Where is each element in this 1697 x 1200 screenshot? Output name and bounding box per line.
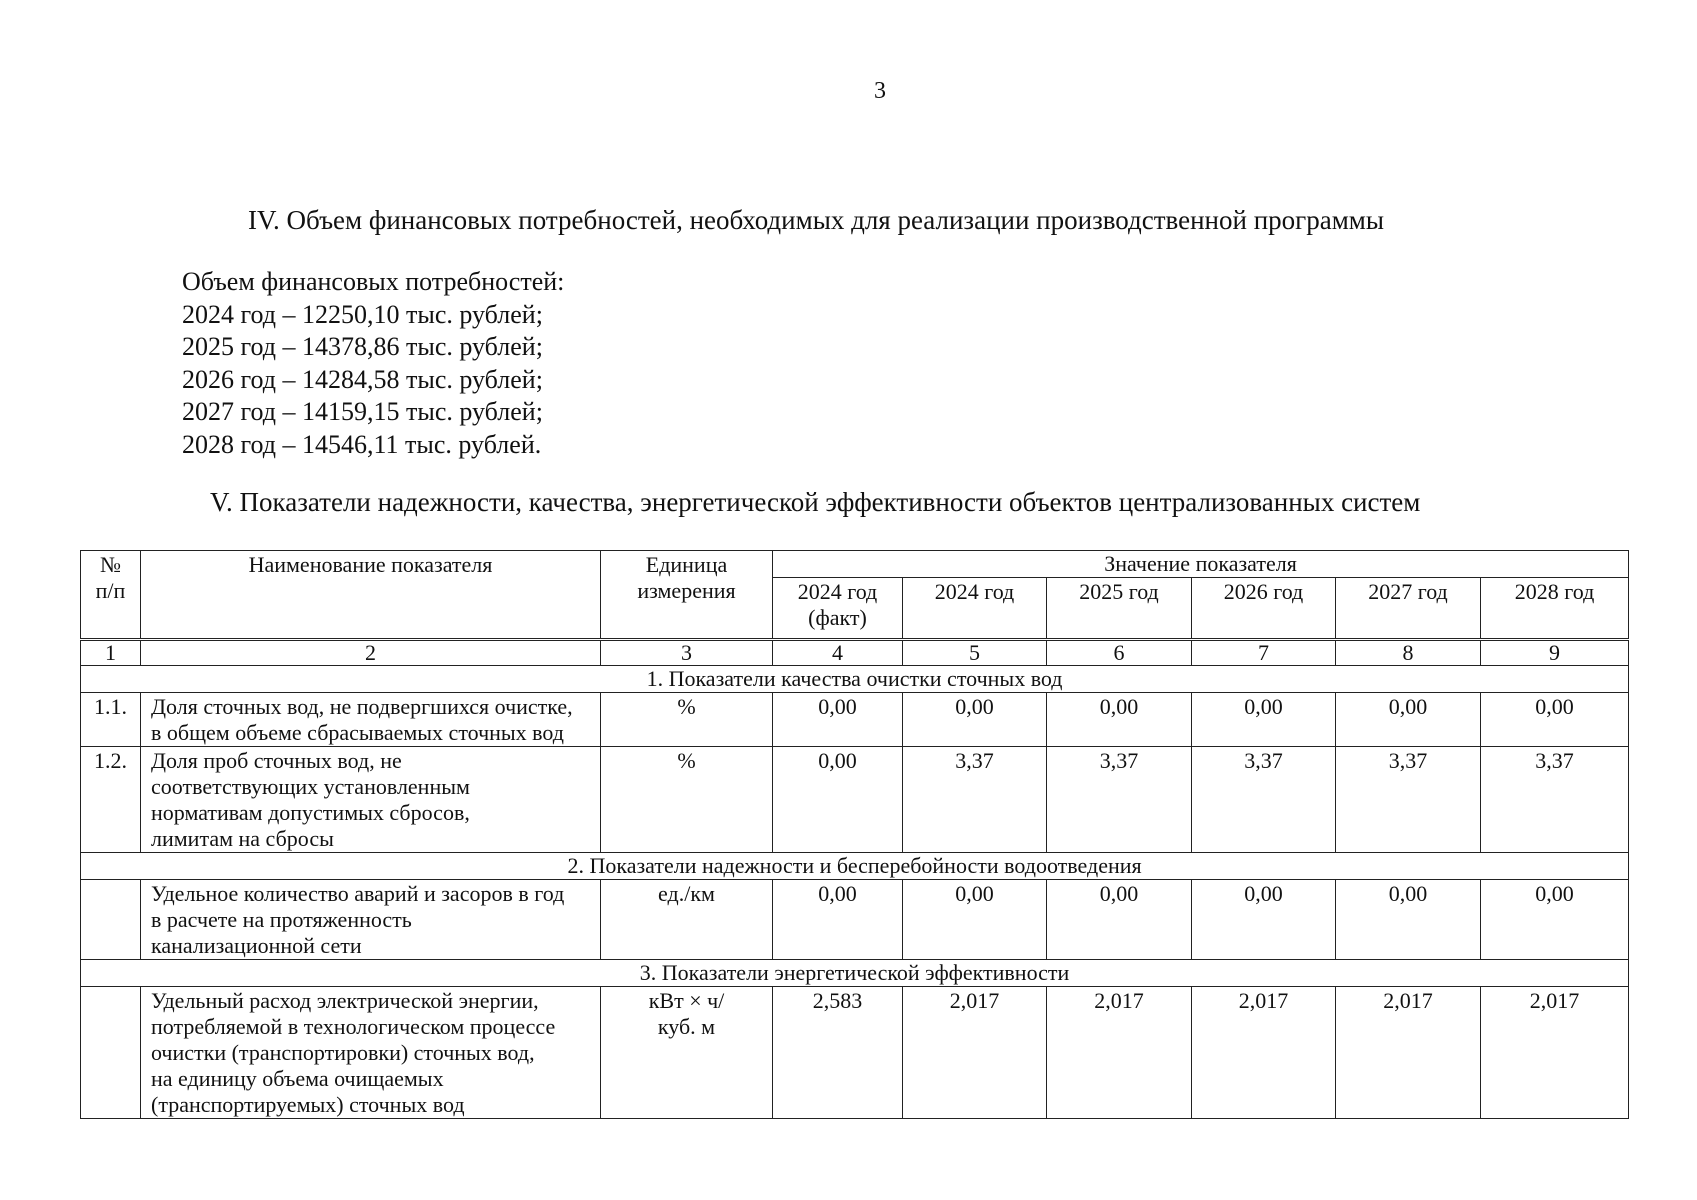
table-row [81, 987, 1629, 1119]
value-cell: 3,37 [903, 747, 1047, 853]
column-number: 3 [601, 640, 773, 666]
unit-line: % [677, 694, 696, 719]
column-number: 8 [1336, 640, 1481, 666]
unit-cell [601, 747, 773, 853]
indicator-name-line: Удельный расход электрической энергии, [151, 988, 539, 1013]
header-unit-line1: Единица [645, 552, 728, 577]
header-unit-cell [601, 551, 773, 640]
header-year: 2025 год [1079, 579, 1159, 604]
header-unit-line2: измерения [637, 578, 736, 603]
header-value-group [773, 551, 1629, 578]
header-name-cell [141, 551, 601, 640]
indicator-name-line: нормативам допустимых сбросов, [151, 800, 470, 825]
financial-needs-line: 2024 год – 12250,10 тыс. рублей; [182, 299, 543, 329]
financial-needs-line: 2026 год – 14284,58 тыс. рублей; [182, 364, 543, 394]
financial-needs-intro: Объем финансовых потребностей: [182, 267, 565, 296]
financial-needs-block [182, 266, 564, 461]
header-year-cell [773, 578, 903, 640]
value-cell: 0,00 [1192, 880, 1336, 960]
header-year-cell [1192, 578, 1336, 640]
unit-line: ед./км [658, 881, 715, 906]
value-cell: 3,37 [1481, 747, 1629, 853]
section-5-title: V. Показатели надежности, качества, энергетической эффективности объектов централизованных систем [210, 487, 1421, 517]
indicator-name-line: потребляемой в технологическом процессе [151, 1014, 556, 1039]
value-cell: 0,00 [903, 693, 1047, 747]
value-cell: 0,00 [1336, 693, 1481, 747]
indicators-table [80, 550, 1629, 1119]
table-row [81, 880, 1629, 960]
group-title: 1. Показатели качества очистки сточных вод [81, 666, 1629, 693]
value-cell: 2,017 [903, 987, 1047, 1119]
value-cell: 0,00 [773, 747, 903, 853]
indicator-name-line: Доля сточных вод, не подвергшихся очистке, [151, 694, 573, 719]
header-year-cell [903, 578, 1047, 640]
header-year: 2024 год [797, 579, 878, 604]
indicator-name-line: канализационной сети [151, 933, 362, 958]
value-cell: 0,00 [1336, 880, 1481, 960]
value-cell: 0,00 [1481, 693, 1629, 747]
column-number: 5 [903, 640, 1047, 666]
indicator-name-line: лимитам на сбросы [151, 826, 334, 851]
column-number: 2 [141, 640, 601, 666]
group-title: 2. Показатели надежности и бесперебойности водоотведения [81, 853, 1629, 880]
value-cell: 0,00 [1481, 880, 1629, 960]
indicator-name-line: в общем объеме сбрасываемых сточных вод [151, 720, 564, 745]
header-year: 2028 год [1514, 579, 1595, 604]
column-number: 9 [1481, 640, 1629, 666]
value-cell: 2,583 [773, 987, 903, 1119]
unit-cell [601, 693, 773, 747]
value-cell: 0,00 [903, 880, 1047, 960]
value-cell: 0,00 [1047, 880, 1192, 960]
indicator-name-line: очистки (транспортировки) сточных вод, [151, 1040, 535, 1065]
row-number [81, 880, 141, 960]
column-number: 6 [1047, 640, 1192, 666]
value-cell: 0,00 [1192, 693, 1336, 747]
unit-line: куб. м [657, 1014, 716, 1039]
row-number [81, 987, 141, 1119]
row-number: 1.2. [81, 747, 141, 853]
column-numbers-row [81, 640, 1629, 666]
page-number: 3 [874, 78, 886, 104]
header-num-line1: № [100, 552, 121, 577]
section-4-title: IV. Объем финансовых потребностей, необходимых для реализации производственной программы [248, 205, 1385, 235]
group-title: 3. Показатели энергетической эффективности [81, 960, 1629, 987]
indicator-name-cell [141, 747, 601, 853]
value-cell: 0,00 [773, 693, 903, 747]
indicator-name-cell [141, 693, 601, 747]
indicator-name-line: (транспортируемых) сточных вод [151, 1092, 465, 1117]
group-row [81, 960, 1629, 987]
header-year: 2024 год [934, 579, 1015, 604]
value-cell: 3,37 [1047, 747, 1192, 853]
value-cell: 2,017 [1336, 987, 1481, 1119]
group-row [81, 666, 1629, 693]
value-cell: 2,017 [1481, 987, 1629, 1119]
header-year: 2026 год [1223, 579, 1304, 604]
header-num-line2: п/п [95, 578, 126, 603]
indicator-name-cell [141, 880, 601, 960]
value-cell: 2,017 [1047, 987, 1192, 1119]
header-year-fact-note: (факт) [808, 605, 867, 630]
indicator-name-line: на единицу объема очищаемых [151, 1066, 444, 1091]
column-number: 1 [81, 640, 141, 666]
header-year-cell [1047, 578, 1192, 640]
unit-line: кВт × ч/ [648, 988, 725, 1013]
group-row [81, 853, 1629, 880]
value-cell: 0,00 [1047, 693, 1192, 747]
header-year: 2027 год [1368, 579, 1448, 604]
column-number: 4 [773, 640, 903, 666]
header-year-cell [1336, 578, 1481, 640]
unit-cell [601, 987, 773, 1119]
table-row [81, 693, 1629, 747]
indicator-name-cell [141, 987, 601, 1119]
unit-cell [601, 880, 773, 960]
value-cell: 2,017 [1192, 987, 1336, 1119]
column-number: 7 [1192, 640, 1336, 666]
financial-needs-line: 2025 год – 14378,86 тыс. рублей; [182, 332, 543, 361]
indicator-name-line: Удельное количество аварий и засоров в год [151, 881, 565, 906]
financial-needs-line: 2028 год – 14546,11 тыс. рублей. [182, 429, 542, 459]
header-name: Наименование показателя [248, 552, 493, 577]
table-row [81, 747, 1629, 853]
value-cell: 3,37 [1192, 747, 1336, 853]
unit-line: % [677, 748, 696, 773]
indicator-name-line: соответствующих установленным [151, 774, 470, 799]
value-cell: 3,37 [1336, 747, 1481, 853]
header-value-group-label: Значение показателя [1104, 551, 1297, 576]
financial-needs-line: 2027 год – 14159,15 тыс. рублей; [182, 397, 543, 426]
value-cell: 0,00 [773, 880, 903, 960]
row-number: 1.1. [81, 693, 141, 747]
indicator-name-line: Доля проб сточных вод, не [151, 748, 402, 773]
header-num-cell [81, 551, 141, 640]
indicator-name-line: в расчете на протяженность [151, 907, 412, 932]
header-year-cell [1481, 578, 1629, 640]
